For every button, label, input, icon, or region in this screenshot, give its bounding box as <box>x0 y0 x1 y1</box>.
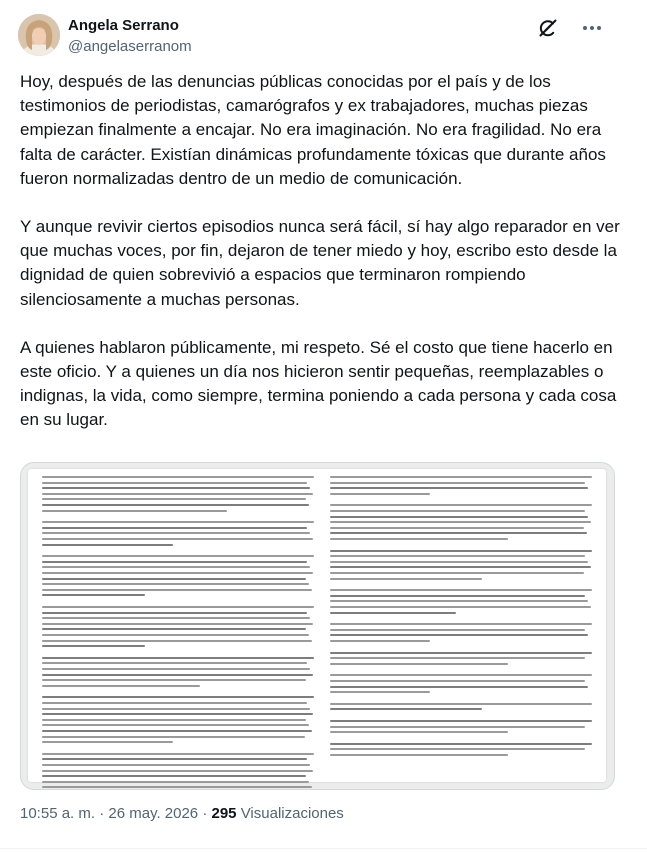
document-text-line <box>42 662 307 664</box>
document-text-line <box>330 606 591 608</box>
author-name[interactable]: Angela Serrano <box>68 17 179 34</box>
document-text-line <box>42 493 313 495</box>
document-text-line <box>42 786 312 788</box>
document-text-line <box>330 595 585 597</box>
document-text-line <box>42 572 313 574</box>
document-text-line <box>330 566 591 568</box>
document-text-line <box>330 726 585 728</box>
document-text-line <box>42 696 314 698</box>
tweet-meta <box>20 804 344 823</box>
document-text-line <box>42 657 314 659</box>
avatar-image <box>18 14 60 56</box>
document-text-line <box>42 758 307 760</box>
document-text-line <box>42 713 313 715</box>
document-text-line <box>330 720 592 722</box>
document-text-line <box>330 527 584 529</box>
document-text-line <box>42 487 310 489</box>
document-text-line <box>330 657 585 659</box>
grok-icon[interactable] <box>536 16 560 40</box>
document-text-line <box>330 572 584 574</box>
tweet-paragraph: A quienes hablaron públicamente, mi respeto. Sé el costo que tiene hacerlo en este oficio. Y a quienes un día nos hicieron sentir pequeñas, reemplazables o indignas, la vida, como siempre, termina poniendo a cada persona y cada cosa en su lugar. <box>20 337 617 430</box>
views-label: Visualizaciones <box>240 805 344 822</box>
document-text-line <box>42 555 314 557</box>
document-text-line <box>330 663 508 665</box>
document-text-line <box>42 476 314 478</box>
document-text-line <box>42 527 307 529</box>
document-text-line <box>42 583 309 585</box>
document-text-line <box>330 652 592 654</box>
views-count: 295 <box>211 805 237 822</box>
document-text-line <box>330 640 430 642</box>
document-text-line <box>42 510 227 512</box>
document-text-line <box>42 538 313 540</box>
divider <box>0 848 647 849</box>
document-page <box>28 469 606 782</box>
document-text-line <box>42 612 307 614</box>
document-text-line <box>42 623 313 625</box>
document-text-line <box>42 764 310 766</box>
avatar[interactable] <box>18 14 60 56</box>
document-text-line <box>42 606 314 608</box>
document-text-line <box>330 629 585 631</box>
document-text-line <box>330 708 482 710</box>
document-text-line <box>330 538 508 540</box>
document-text-line <box>330 703 592 705</box>
document-text-line <box>42 594 145 596</box>
document-text-line <box>330 493 430 495</box>
document-text-line <box>42 628 306 630</box>
document-text-line <box>330 482 585 484</box>
document-text-line <box>330 561 588 563</box>
document-text-line <box>42 645 145 647</box>
more-icon[interactable] <box>580 16 604 40</box>
document-text-line <box>42 640 312 642</box>
document-text-line <box>42 708 310 710</box>
document-text-line <box>330 487 588 489</box>
document-text-line <box>330 691 430 693</box>
document-text-line <box>330 686 588 688</box>
document-text-line <box>42 674 313 676</box>
document-text-line <box>42 504 309 506</box>
document-text-line <box>330 623 592 625</box>
document-text-line <box>42 781 309 783</box>
tweet-text <box>20 70 620 433</box>
document-text-line <box>42 521 314 523</box>
document-text-line <box>42 736 305 738</box>
document-text-line <box>42 702 307 704</box>
tweet-timestamp[interactable]: 10:55 a. m. · 26 may. 2026 · <box>20 805 212 822</box>
document-text-line <box>330 600 588 602</box>
tweet-media-document[interactable] <box>20 462 615 790</box>
document-text-line <box>330 612 456 614</box>
document-text-line <box>42 566 310 568</box>
document-text-line <box>330 516 588 518</box>
document-text-line <box>330 731 508 733</box>
document-text-line <box>330 555 585 557</box>
document-text-line <box>42 668 310 670</box>
document-text-line <box>330 680 585 682</box>
document-text-line <box>330 521 591 523</box>
document-text-line <box>42 770 313 772</box>
document-text-line <box>330 476 592 478</box>
document-text-line <box>330 754 508 756</box>
tweet-paragraph: Y aunque revivir ciertos episodios nunca será fácil, sí hay algo reparador en ver que muchas voces, por fin, dejaron de tener miedo y hoy, escribo esto desde la dignidad de quien sobrevivió a espacios que terminaron rompiendo silenciosamente a muchas personas. <box>20 217 620 309</box>
document-text-line <box>42 741 173 743</box>
document-column-left <box>42 469 314 782</box>
document-text-line <box>42 482 307 484</box>
document-text-line <box>330 550 592 552</box>
document-text-line <box>42 753 314 755</box>
document-text-line <box>42 685 200 687</box>
document-text-line <box>42 498 306 500</box>
document-text-line <box>42 775 306 777</box>
document-text-line <box>330 510 585 512</box>
tweet-paragraph: Hoy, después de las denuncias públicas conocidas por el país y de los testimonios de periodistas, camarógrafos y ex trabajadores, muchas piezas empiezan finalmente a encajar. No era imaginación. No era fragilidad. No era falta de carácter. Existían dinámicas profundamente tóxicas que durante años fueron normalizadas dentro de un medio de comunicación. <box>20 72 606 188</box>
document-text-line <box>42 617 310 619</box>
document-text-line <box>330 504 592 506</box>
document-text-line <box>330 578 482 580</box>
document-text-line <box>330 743 592 745</box>
document-text-line <box>330 748 585 750</box>
document-text-line <box>42 544 173 546</box>
document-text-line <box>42 589 312 591</box>
document-text-line <box>42 724 309 726</box>
document-text-line <box>42 719 306 721</box>
document-text-line <box>42 532 310 534</box>
document-text-line <box>42 561 307 563</box>
document-text-line <box>330 532 587 534</box>
document-text-line <box>42 634 309 636</box>
document-text-line <box>330 674 592 676</box>
author-handle[interactable]: @angelaserranom <box>68 38 192 55</box>
document-text-line <box>330 634 588 636</box>
document-text-line <box>42 679 306 681</box>
document-text-line <box>42 730 312 732</box>
document-text-line <box>42 578 306 580</box>
document-text-line <box>330 589 592 591</box>
document-column-right <box>330 469 592 782</box>
